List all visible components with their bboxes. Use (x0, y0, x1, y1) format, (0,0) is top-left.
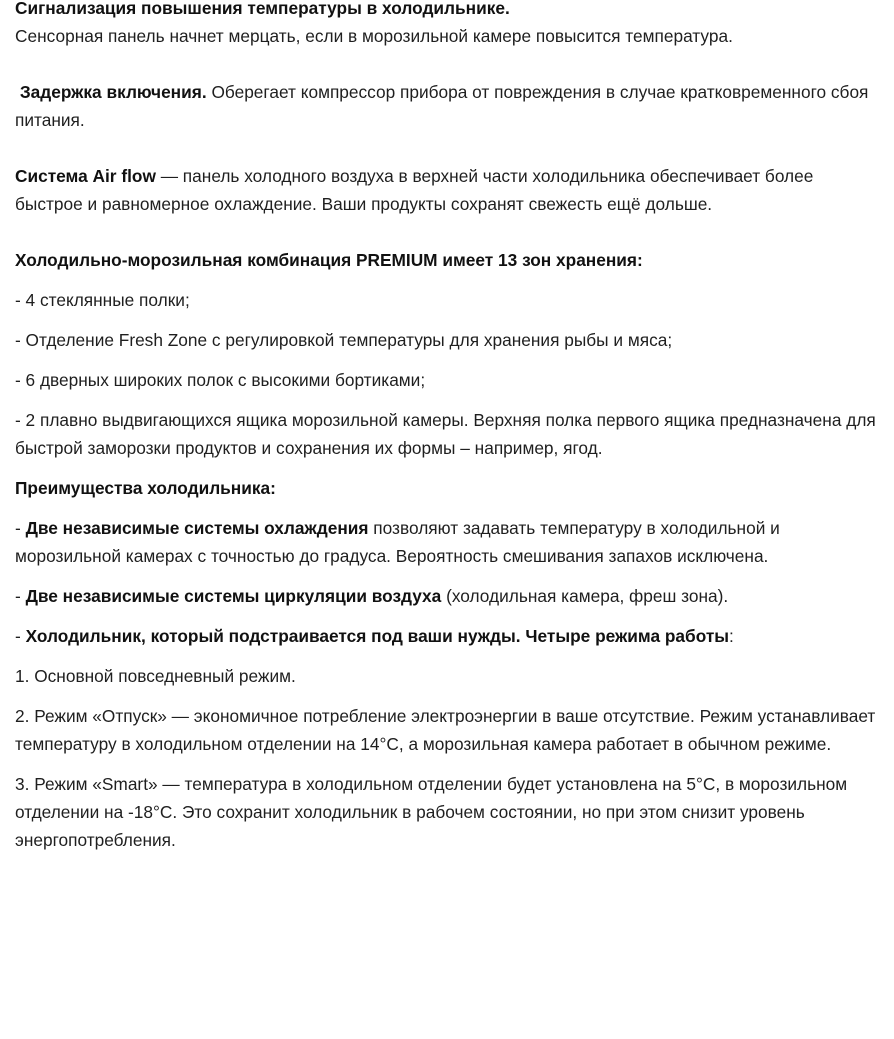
mode-item: 1. Основной повседневный режим. (15, 666, 296, 686)
advantage-item (15, 622, 879, 650)
advantage-prefix: - (15, 586, 26, 606)
zone-item: - 2 плавно выдвигающихся ящика морозильной камеры. Верхняя полка первого ящика предназначена для быстрой заморозки продуктов и сохранения их формы – например, ягод. (15, 410, 876, 458)
airflow-text: — панель холодного воздуха в верхней части холодильника обеспечивает более быстрое и равномерное охлаждение. Ваши продукты сохранят свежесть ещё дольше. (15, 166, 814, 214)
zone-item: - Отделение Fresh Zone с регулировкой температуры для хранения рыбы и мяса; (15, 330, 673, 350)
advantages-title: Преимущества холодильника: (15, 478, 276, 498)
mode-item: 3. Режим «Smart» — температура в холодильном отделении будет установлена на 5°C, в морозильном отделении на -18°C. Это сохранит холодильник в рабочем состоянии, но при этом снизит уровень энергопотребления. (15, 774, 848, 850)
advantage-bold: Холодильник, который подстраивается под ваши нужды. Четыре режима работы (25, 626, 730, 646)
zones-title: Холодильно-морозильная комбинация PREMIUM имеет 13 зон хранения: (15, 250, 643, 270)
alarm-title: Сигнализация повышения температуры в холодильнике. (15, 0, 510, 18)
airflow-title: Система Air flow (15, 166, 156, 186)
advantage-prefix: - (15, 626, 26, 646)
mode-item: 2. Режим «Отпуск» — экономичное потребление электроэнергии в ваше отсутствие. Режим устанавливает температуру в холодильном отделении на 14°C, а морозильная камера работает в обычном режиме. (15, 706, 876, 754)
delay-text: Оберегает компрессор прибора от повреждения в случае кратковременного сбоя питания. (15, 82, 869, 130)
airflow-paragraph (15, 162, 879, 218)
delay-paragraph (15, 78, 879, 134)
advantage-text: позволяют задавать температуру в холодильной и морозильной камерах с точностью до градуса. Вероятность смешивания запахов исключена. (15, 518, 780, 566)
advantage-item (15, 582, 879, 610)
advantage-prefix: - (15, 518, 26, 538)
alarm-paragraph (15, 0, 879, 50)
advantage-item (15, 514, 879, 570)
advantage-bold: Две независимые системы циркуляции воздуха (25, 586, 442, 606)
zone-item: - 6 дверных широких полок с высокими бортиками; (15, 370, 426, 390)
advantage-bold: Две независимые системы охлаждения (25, 518, 369, 538)
delay-title: Задержка включения. (19, 82, 207, 102)
advantage-text: : (729, 626, 734, 646)
advantage-text: (холодильная камера, фреш зона). (441, 586, 729, 606)
zone-item: - 4 стеклянные полки; (15, 290, 190, 310)
alarm-text: Сенсорная панель начнет мерцать, если в морозильной камере повысится температура. (15, 26, 733, 46)
